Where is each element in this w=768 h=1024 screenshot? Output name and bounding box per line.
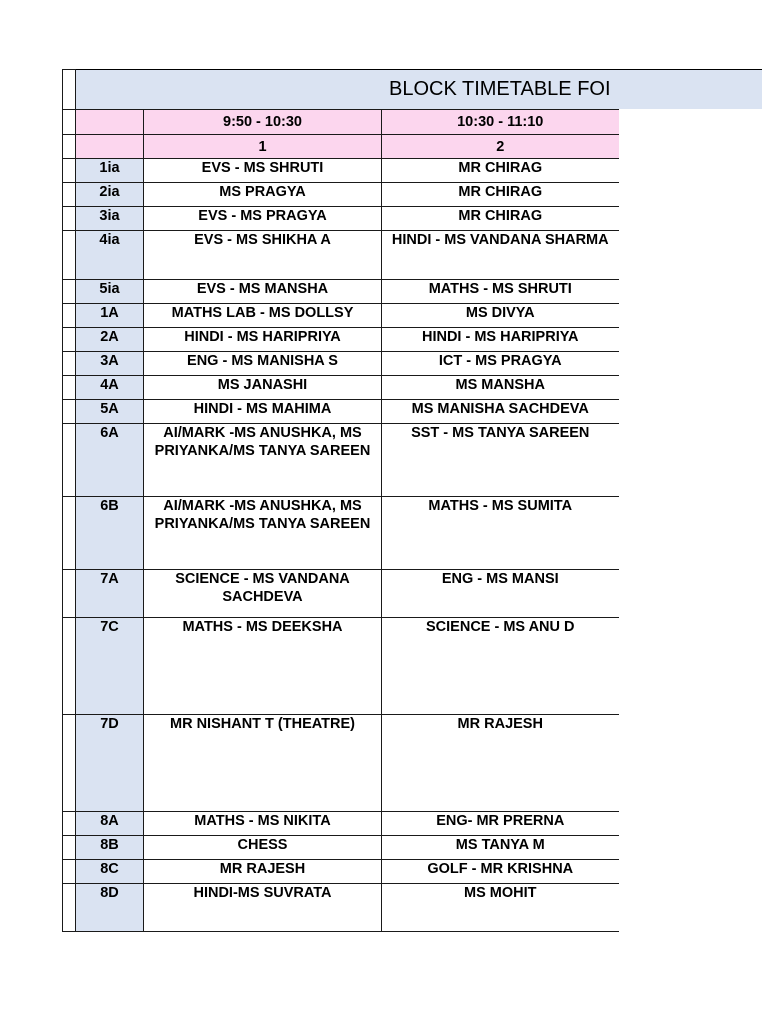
table-row	[63, 570, 619, 618]
row-edge-cell	[63, 159, 76, 183]
class-cell[interactable]: 5ia	[76, 280, 144, 304]
class-cell[interactable]: 2A	[76, 328, 144, 352]
period-1-cell[interactable]: MATHS LAB - MS DOLLSY	[144, 304, 382, 328]
period-2-cell[interactable]: HINDI - MS HARIPRIYA	[382, 328, 619, 352]
table-row	[63, 618, 619, 715]
class-cell[interactable]: 7D	[76, 715, 144, 812]
period-1-cell[interactable]: MS JANASHI	[144, 376, 382, 400]
period-number-1[interactable]: 1	[144, 135, 382, 159]
row-edge-cell	[63, 280, 76, 304]
row-edge-cell	[63, 836, 76, 860]
row-edge-cell	[63, 110, 76, 135]
table-row	[63, 376, 619, 400]
period-2-cell[interactable]: MATHS - MS SUMITA	[382, 497, 619, 570]
table-row	[63, 207, 619, 231]
row-edge-cell	[63, 424, 76, 497]
class-cell[interactable]: 6A	[76, 424, 144, 497]
row-edge-cell	[63, 884, 76, 932]
period-1-cell[interactable]: MR NISHANT T (THEATRE)	[144, 715, 382, 812]
time-header-row	[63, 110, 619, 135]
class-cell[interactable]: 8D	[76, 884, 144, 932]
period-2-cell[interactable]: ENG- MR PRERNA	[382, 812, 619, 836]
period-1-cell[interactable]: EVS - MS MANSHA	[144, 280, 382, 304]
table-row	[63, 304, 619, 328]
timetable-rows	[63, 159, 619, 932]
class-cell[interactable]: 3A	[76, 352, 144, 376]
row-edge-cell	[63, 570, 76, 618]
period-2-cell[interactable]: MS MOHIT	[382, 884, 619, 932]
header-blank-cell[interactable]	[76, 110, 144, 135]
row-edge-cell	[63, 135, 76, 159]
time-slot-2[interactable]: 10:30 - 11:10	[382, 110, 619, 135]
period-2-cell[interactable]: SCIENCE - MS ANU D	[382, 618, 619, 715]
period-1-cell[interactable]: EVS - MS PRAGYA	[144, 207, 382, 231]
table-row	[63, 280, 619, 304]
row-edge-cell	[63, 618, 76, 715]
table-row	[63, 497, 619, 570]
row-edge-cell	[63, 70, 76, 110]
table-row	[63, 812, 619, 836]
table-row	[63, 400, 619, 424]
class-cell[interactable]: 8B	[76, 836, 144, 860]
row-edge-cell	[63, 231, 76, 280]
period-1-cell[interactable]: HINDI - MS MAHIMA	[144, 400, 382, 424]
period-1-cell[interactable]: AI/MARK -MS ANUSHKA, MS PRIYANKA/MS TANYA SAREEN	[144, 424, 382, 497]
period-1-cell[interactable]: ENG - MS MANISHA S	[144, 352, 382, 376]
period-2-cell[interactable]: GOLF - MR KRISHNA	[382, 860, 619, 884]
period-1-cell[interactable]: SCIENCE - MS VANDANA SACHDEVA	[144, 570, 382, 618]
period-1-cell[interactable]: CHESS	[144, 836, 382, 860]
class-cell[interactable]: 3ia	[76, 207, 144, 231]
row-edge-cell	[63, 400, 76, 424]
class-cell[interactable]: 8C	[76, 860, 144, 884]
page-title: BLOCK TIMETABLE FOI	[389, 78, 611, 100]
row-edge-cell	[63, 207, 76, 231]
period-2-cell[interactable]: MR CHIRAG	[382, 183, 619, 207]
period-1-cell[interactable]: EVS - MS SHRUTI	[144, 159, 382, 183]
period-1-cell[interactable]: MS PRAGYA	[144, 183, 382, 207]
class-cell[interactable]: 5A	[76, 400, 144, 424]
period-number-2[interactable]: 2	[382, 135, 619, 159]
period-1-cell[interactable]: MATHS - MS NIKITA	[144, 812, 382, 836]
class-cell[interactable]: 8A	[76, 812, 144, 836]
period-1-cell[interactable]: AI/MARK -MS ANUSHKA, MS PRIYANKA/MS TANYA SAREEN	[144, 497, 382, 570]
row-edge-cell	[63, 860, 76, 884]
table-row	[63, 352, 619, 376]
time-slot-1[interactable]: 9:50 - 10:30	[144, 110, 382, 135]
period-2-cell[interactable]: ENG - MS MANSI	[382, 570, 619, 618]
period-2-cell[interactable]: MR CHIRAG	[382, 207, 619, 231]
period-header-row	[63, 135, 619, 159]
period-2-cell[interactable]: MS MANISHA SACHDEVA	[382, 400, 619, 424]
period-2-cell[interactable]: ICT - MS PRAGYA	[382, 352, 619, 376]
table-row	[63, 328, 619, 352]
row-edge-cell	[63, 304, 76, 328]
period-1-cell[interactable]: HINDI - MS HARIPRIYA	[144, 328, 382, 352]
period-2-cell[interactable]: MS MANSHA	[382, 376, 619, 400]
period-1-cell[interactable]: EVS - MS SHIKHA A	[144, 231, 382, 280]
period-2-cell[interactable]: MATHS - MS SHRUTI	[382, 280, 619, 304]
period-2-cell[interactable]: MS DIVYA	[382, 304, 619, 328]
period-2-cell[interactable]: SST - MS TANYA SAREEN	[382, 424, 619, 497]
title-cell	[76, 70, 619, 110]
timetable	[62, 69, 619, 932]
row-edge-cell	[63, 376, 76, 400]
period-1-cell[interactable]: MR RAJESH	[144, 860, 382, 884]
table-row	[63, 715, 619, 812]
table-row	[63, 231, 619, 280]
row-edge-cell	[63, 183, 76, 207]
class-cell[interactable]: 4ia	[76, 231, 144, 280]
table-row	[63, 183, 619, 207]
class-cell[interactable]: 7A	[76, 570, 144, 618]
row-edge-cell	[63, 715, 76, 812]
period-1-cell[interactable]: HINDI-MS SUVRATA	[144, 884, 382, 932]
period-2-cell[interactable]: HINDI - MS VANDANA SHARMA	[382, 231, 619, 280]
row-edge-cell	[63, 497, 76, 570]
class-cell[interactable]: 1ia	[76, 159, 144, 183]
table-row	[63, 159, 619, 183]
table-row	[63, 836, 619, 860]
row-edge-cell	[63, 352, 76, 376]
row-edge-cell	[63, 328, 76, 352]
period-1-cell[interactable]: MATHS - MS DEEKSHA	[144, 618, 382, 715]
class-cell[interactable]: 2ia	[76, 183, 144, 207]
class-cell[interactable]: 7C	[76, 618, 144, 715]
row-edge-cell	[63, 812, 76, 836]
period-2-cell[interactable]: MS TANYA M	[382, 836, 619, 860]
period-2-cell[interactable]: MR CHIRAG	[382, 159, 619, 183]
class-cell[interactable]: 6B	[76, 497, 144, 570]
table-row	[63, 884, 619, 932]
title-row	[63, 70, 619, 110]
header-blank-cell[interactable]	[76, 135, 144, 159]
class-cell[interactable]: 1A	[76, 304, 144, 328]
table-row	[63, 424, 619, 497]
period-2-cell[interactable]: MR RAJESH	[382, 715, 619, 812]
class-cell[interactable]: 4A	[76, 376, 144, 400]
table-row	[63, 860, 619, 884]
